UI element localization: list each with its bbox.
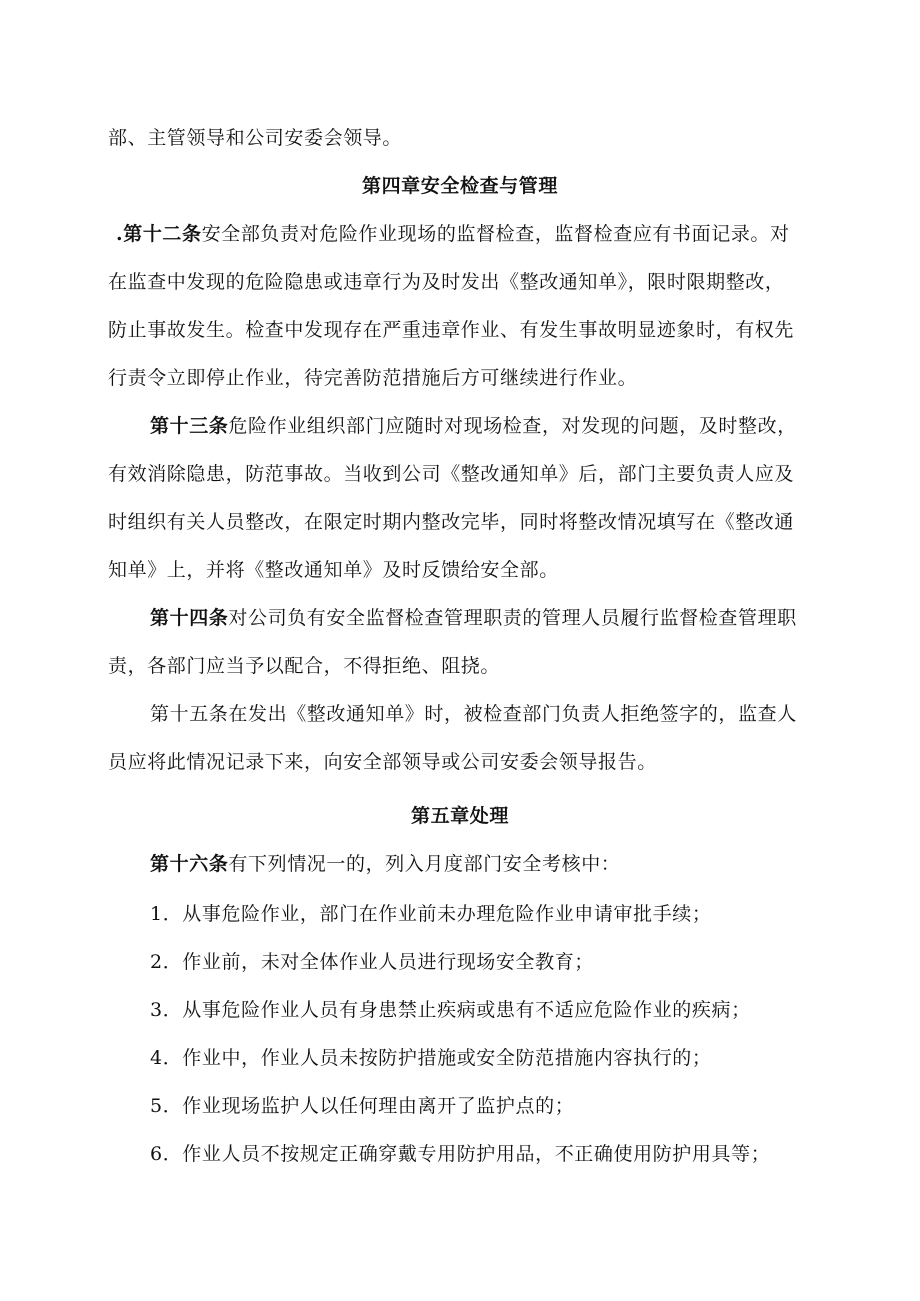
list-item: 3．从事危险作业人员有身患禁止疾病或患有不适应危险作业的疾病； [150, 999, 751, 1021]
article-12-line-1 [116, 222, 828, 246]
article-14-line-1 [150, 606, 862, 630]
article-16-label: 第十六条 [150, 853, 229, 875]
list-item: 6．作业人员不按规定正确穿戴专用防护用品，不正确使用防护用具等； [150, 1143, 771, 1165]
article-13-text: 危险作业组织部门应随时对现场检查，对发现的问题，及时整改， [228, 415, 797, 437]
article-16-line-1 [150, 852, 862, 876]
paragraph-line: 部、主管领导和公司安委会领导。 [108, 127, 403, 149]
article-12-line-4: 行责令立即停止作业，待完善防范措施后方可继续进行作业。 [108, 367, 638, 389]
article-13-line-4: 知单》上，并将《整改通知单》及时反馈给安全部。 [108, 559, 559, 581]
article-13-line-2: 有效消除隐患，防范事故。当收到公司《整改通知单》后，部门主要负责人应及 [108, 463, 795, 485]
article-12-line-3: 防止事故发生。检查中发现存在严重违章作业、有发生事故明显迹象时，有权先 [108, 319, 795, 341]
article-13-label: 第十三条 [150, 415, 229, 437]
article-16-text: 有下列情况一的，列入月度部门安全考核中： [228, 853, 621, 875]
list-item: 5．作业现场监护人以任何理由离开了监护点的； [150, 1095, 575, 1117]
article-14-label: 第十四条 [150, 607, 229, 629]
chapter-5-title: 第五章处理 [410, 805, 509, 827]
list-item: 2．作业前，未对全体作业人员进行现场安全教育； [150, 951, 594, 973]
article-12-text: 安全部负责对危险作业现场的监督检查，监督检查应有书面记录。对 [201, 223, 790, 245]
chapter-4-title: 第四章安全检查与管理 [361, 175, 558, 197]
article-15-line-2: 员应将此情况记录下来，向安全部领导或公司安委会领导报告。 [108, 751, 657, 773]
article-13-line-3: 时组织有关人员整改，在限定时期内整改完毕，同时将整改情况填写在《整改通 [108, 511, 795, 533]
article-14-text: 对公司负有安全监督检查管理职责的管理人员履行监督检查管理职 [228, 607, 797, 629]
article-15-line-1: 第十五条在发出《整改通知单》时，被检查部门负责人拒绝签字的，监查人 [150, 703, 797, 725]
article-14-line-2: 责，各部门应当予以配合，不得拒绝、阻挠。 [108, 655, 501, 677]
article-12-label: .第十二条 [116, 223, 202, 245]
list-item: 4．作业中，作业人员未按防护措施或安全防范措施内容执行的； [150, 1047, 712, 1069]
list-item: 1．从事危险作业，部门在作业前未办理危险作业申请审批手续； [150, 903, 712, 925]
article-13-line-1 [150, 414, 862, 438]
article-12-line-2: 在监查中发现的危险隐患或违章行为及时发出《整改通知单》，限时限期整改， [108, 271, 785, 293]
